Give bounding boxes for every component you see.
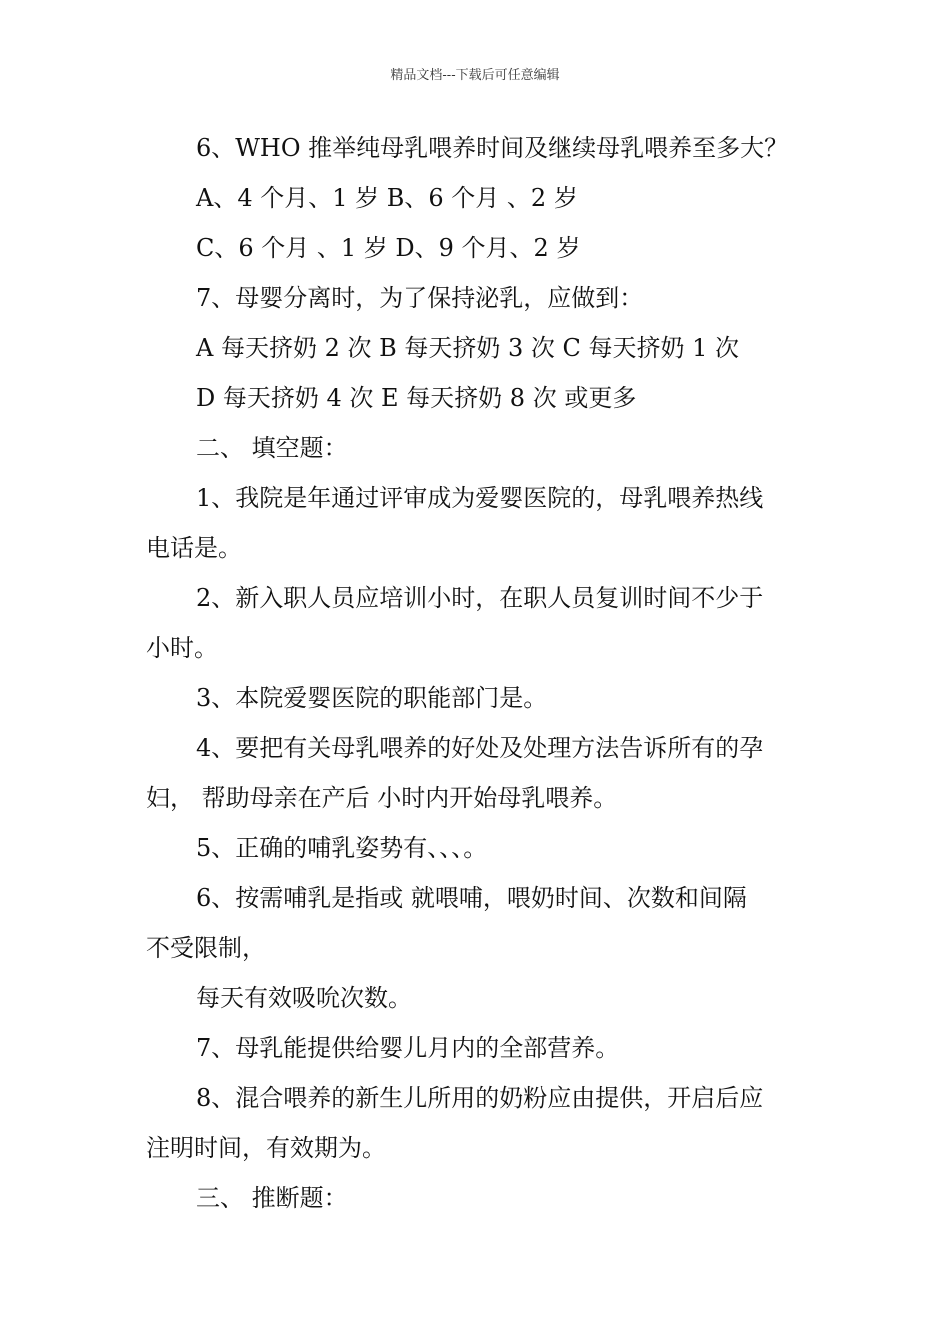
fill-item-8: 8、混合喂养的新生儿所用的奶粉应由提供，开启后应 (196, 1084, 764, 1112)
fill-item-7: 7、母乳能提供给婴儿月内的全部营养。 (196, 1034, 620, 1062)
question-6-stem: 6、WHO 推举纯母乳喂养时间及继续母乳喂养至多大？ (196, 134, 789, 162)
fill-item-4: 4、要把有关母乳喂养的好处及处理方法告诉所有的孕 (196, 734, 764, 762)
section-heading-fill-in: 二、 填空题： (196, 434, 348, 462)
page-header: 精品文档---下载后可任意编辑 (390, 68, 560, 83)
fill-item-6-cont-2: 每天有效吸吮次数。 (196, 984, 412, 1012)
question-6-options-ab: A、4 个月、1 岁 B、6 个月 、2 岁 (196, 184, 578, 212)
fill-item-8-cont: 注明时间，有效期为。 (146, 1134, 386, 1162)
fill-item-6-cont: 不受限制， (146, 934, 266, 962)
fill-item-1: 1、我院是年通过评审成为爱婴医院的，母乳喂养热线 (196, 484, 764, 512)
question-7-stem: 7、母婴分离时，为了保持泌乳，应做到： (196, 284, 644, 312)
fill-item-2: 2、新入职人员应培训小时，在职人员复训时间不少于 (196, 584, 764, 612)
question-7-options-abc: A 每天挤奶 2 次 B 每天挤奶 3 次 C 每天挤奶 1 次 (196, 334, 740, 362)
section-heading-judgment: 三、 推断题： (196, 1184, 348, 1212)
fill-item-5: 5、正确的哺乳姿势有、、、。 (196, 834, 488, 862)
fill-item-2-cont: 小时。 (146, 634, 218, 662)
fill-item-6: 6、按需哺乳是指或 就喂哺，喂奶时间、次数和间隔 (196, 884, 747, 912)
question-7-options-de: D 每天挤奶 4 次 E 每天挤奶 8 次 或更多 (196, 384, 637, 412)
fill-item-3: 3、本院爱婴医院的职能部门是。 (196, 684, 548, 712)
fill-item-4-cont: 妇， 帮助母亲在产后 小时内开始母乳喂养。 (146, 784, 618, 812)
question-6-options-cd: C、6 个月 、1 岁 D、9 个月、2 岁 (196, 234, 581, 262)
fill-item-1-cont: 电话是。 (146, 534, 242, 562)
